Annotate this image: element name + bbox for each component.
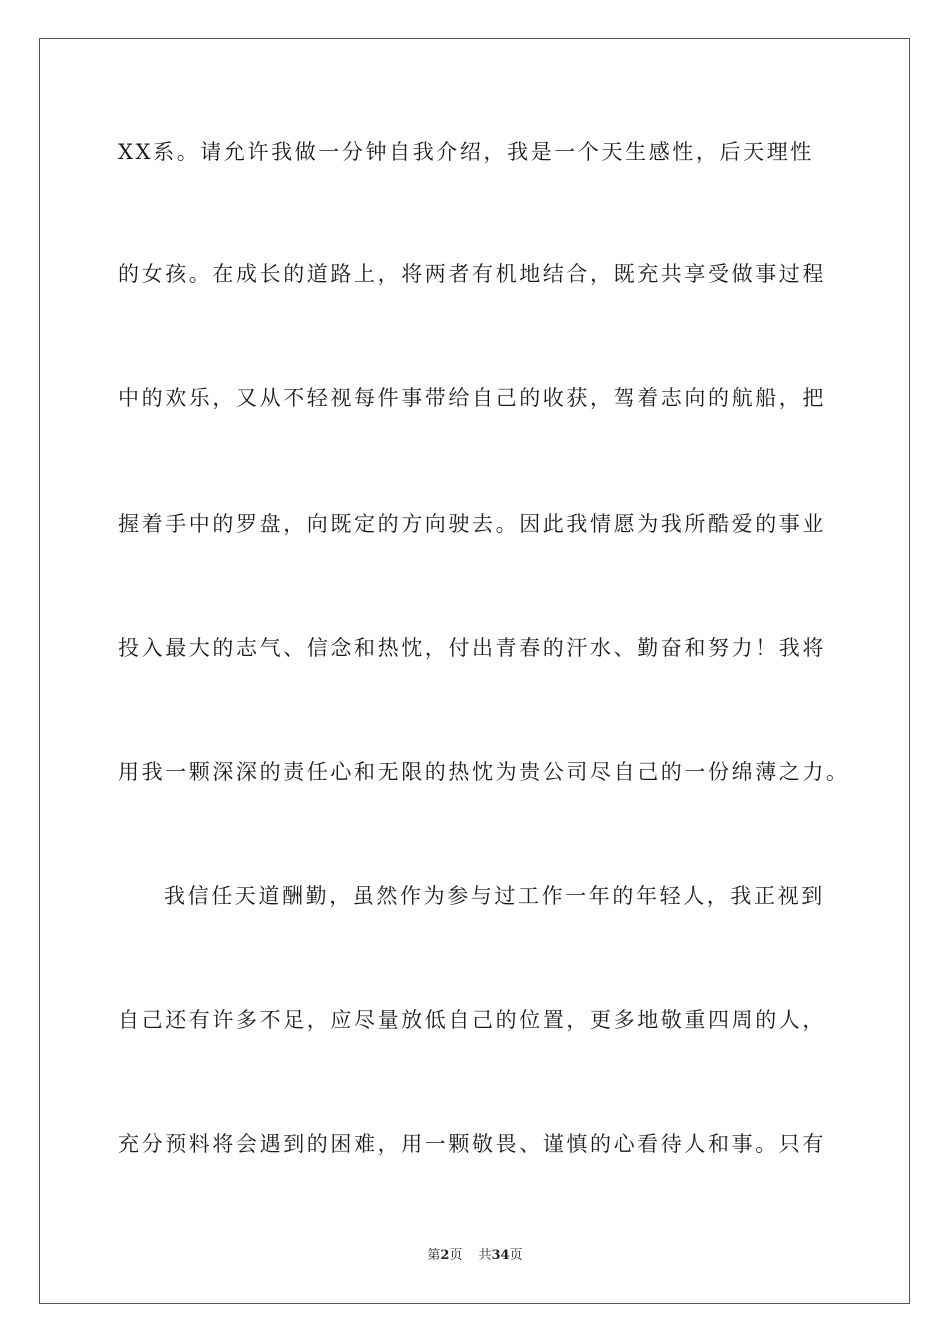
page-suffix: 页 [449,1248,463,1263]
page-footer [0,1247,950,1265]
text-line-4: 握着手中的罗盘，向既定的方向驶去。因此我情愿为我所酷爱的事业 [118,512,826,536]
total-suffix: 页 [509,1248,523,1263]
text-line-9: 充分预料将会遇到的困难，用一颗敬畏、谨慎的心看待人和事。只有 [118,1132,826,1156]
total-prefix: 共 [478,1248,492,1263]
text-line-1: XX系。请允许我做一分钟自我介绍，我是一个天生感性，后天理性 [118,140,814,164]
text-line-5: 投入最大的志气、信念和热忱，付出青春的汗水、勤奋和努力！我将 [118,636,826,660]
paragraph-2-first-line: 我信任天道酬勤，虽然作为参与过工作一年的年轻人，我正视到 [164,884,825,908]
page-prefix: 第 [427,1248,441,1263]
total-pages: 34 [491,1248,510,1263]
text-line-8: 自己还有许多不足，应尽量放低自己的位置，更多地敬重四周的人， [118,1008,826,1032]
text-line-3: 中的欢乐，又从不轻视每件事带给自己的收获，驾着志向的航船，把 [118,386,826,410]
text-line-2: 的女孩。在成长的道路上，将两者有机地结合，既充共享受做事过程 [118,262,826,286]
text-line-6: 用我一颗深深的责任心和无限的热忱为贵公司尽自己的一份绵薄之力。 [118,760,850,784]
page-frame [39,38,910,1304]
page-number: 2 [440,1248,450,1263]
